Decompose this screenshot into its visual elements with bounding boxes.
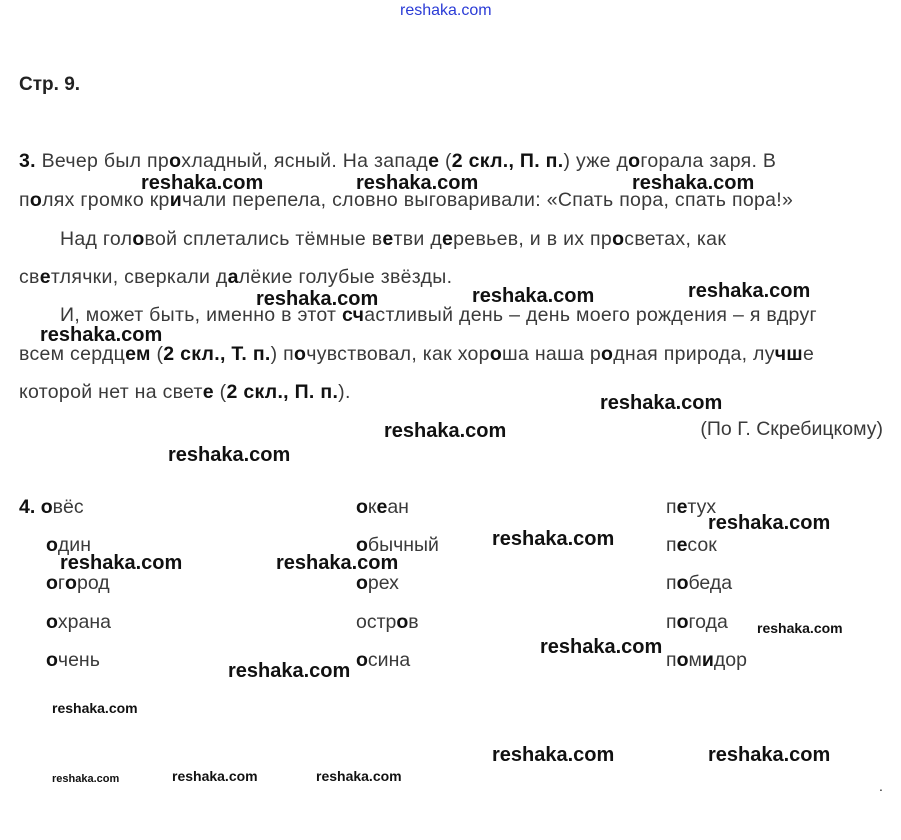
highlight-letter: е: [676, 534, 688, 556]
text: род: [76, 572, 110, 594]
ex4-item: [666, 611, 728, 634]
text: п: [666, 572, 677, 594]
page-dot: .: [879, 778, 883, 794]
text: горала заря. В: [640, 150, 777, 172]
ex4-number: 4.: [19, 496, 36, 518]
highlight-letter: о: [612, 228, 625, 250]
case-note: 2 скл., П. п.: [226, 381, 339, 403]
text: (: [213, 381, 227, 403]
page-number: Стр. 9.: [19, 74, 81, 95]
text: е: [802, 343, 815, 365]
watermark: reshaka.com: [632, 172, 755, 194]
watermark: reshaka.com: [172, 768, 258, 784]
highlight-letter: о: [396, 611, 409, 633]
highlight-letter: о: [294, 343, 307, 365]
text: чувствовал, как хор: [306, 343, 490, 365]
text: храна: [57, 611, 111, 633]
text: сина: [367, 649, 411, 671]
watermark: reshaka.com: [40, 324, 163, 346]
watermark: reshaka.com: [356, 172, 479, 194]
text: ша наша р: [502, 343, 602, 365]
highlight-letter: а: [227, 266, 239, 288]
watermark: reshaka.com: [600, 392, 723, 414]
text: дин: [57, 534, 91, 556]
watermark: reshaka.com: [757, 620, 843, 636]
author-credit: (По Г. Скребицкому): [700, 418, 883, 440]
text: лёкие голубые звёзды.: [238, 266, 453, 288]
ex3-line-4: [19, 266, 452, 289]
text: (: [150, 343, 164, 365]
text: тух: [687, 496, 717, 518]
highlight-letter: сч: [342, 304, 365, 326]
text: рех: [367, 572, 399, 594]
ex3-line-7: [19, 381, 351, 404]
watermark: reshaka.com: [52, 700, 138, 716]
text: лях громко кр: [42, 189, 170, 211]
watermark: reshaka.com: [708, 512, 831, 534]
text: ) уже д: [563, 150, 629, 172]
highlight-letter: и: [701, 649, 714, 671]
text: к: [367, 496, 377, 518]
watermark: reshaka.com: [384, 420, 507, 442]
text: п: [666, 496, 677, 518]
highlight-letter: е: [39, 266, 51, 288]
ex4-item: [356, 611, 419, 634]
text: астливый день – день моего рождения – я вдруг: [364, 304, 817, 326]
text: ревьев, и в их пр: [453, 228, 613, 250]
text: тлячки, сверкали д: [50, 266, 228, 288]
text: св: [19, 266, 40, 288]
highlight-letter: о: [46, 572, 58, 594]
text: ).: [338, 381, 351, 403]
text: бычный: [367, 534, 439, 556]
highlight-letter: о: [628, 150, 641, 172]
highlight-letter: о: [40, 496, 53, 518]
ex4-item: [666, 534, 717, 557]
highlight-letter: ем: [125, 343, 151, 365]
highlight-letter: е: [202, 381, 214, 403]
text: светах, как: [624, 228, 727, 250]
highlight-letter: о: [132, 228, 145, 250]
text: чень: [57, 649, 100, 671]
text: Вечер был пр: [41, 150, 170, 172]
ex4-item: [19, 496, 84, 519]
text: п: [19, 189, 30, 211]
text: дная природа, лу: [613, 343, 775, 365]
text: И, может быть, именно в этот: [60, 304, 343, 326]
highlight-letter: о: [46, 534, 58, 556]
highlight-letter: о: [356, 496, 368, 518]
ex4-item: [666, 572, 732, 595]
text: остр: [356, 611, 397, 633]
text: в: [408, 611, 419, 633]
highlight-letter: о: [676, 649, 689, 671]
highlight-letter: о: [356, 649, 368, 671]
text: (: [439, 150, 452, 172]
top-watermark: reshaka.com: [400, 2, 492, 19]
watermark: reshaka.com: [316, 768, 402, 784]
text: сок: [687, 534, 717, 556]
text: беда: [688, 572, 733, 594]
highlight-letter: о: [46, 611, 58, 633]
highlight-letter: е: [382, 228, 394, 250]
text: которой нет на свет: [19, 381, 203, 403]
watermark: reshaka.com: [492, 528, 615, 550]
watermark: reshaka.com: [276, 552, 399, 574]
highlight-letter: о: [169, 150, 182, 172]
ex4-item: [356, 496, 409, 519]
text: п: [666, 534, 677, 556]
watermark: reshaka.com: [60, 552, 183, 574]
text: ) п: [270, 343, 295, 365]
ex4-item: [46, 611, 111, 634]
watermark: reshaka.com: [708, 744, 831, 766]
highlight-letter: о: [29, 189, 43, 211]
text: всем сердц: [19, 343, 126, 365]
text: вой сплетались тёмные в: [144, 228, 383, 250]
text: м: [688, 649, 702, 671]
ex4-item: [356, 649, 410, 672]
highlight-letter: о: [356, 572, 368, 594]
text: дор: [713, 649, 747, 671]
highlight-letter: о: [489, 343, 503, 365]
ex4-item: [356, 572, 399, 595]
highlight-letter: о: [46, 649, 58, 671]
watermark: reshaka.com: [472, 285, 595, 307]
text: тви д: [393, 228, 442, 250]
highlight-letter: о: [601, 343, 614, 365]
ex3-line-5: [60, 304, 817, 327]
highlight-letter: е: [676, 496, 688, 518]
text: года: [688, 611, 728, 633]
watermark: reshaka.com: [256, 288, 379, 310]
watermark: reshaka.com: [228, 660, 351, 682]
text: Над гол: [60, 228, 133, 250]
watermark: reshaka.com: [688, 280, 811, 302]
ex3-line-1: [19, 150, 776, 173]
watermark: reshaka.com: [168, 444, 291, 466]
ex4-item: [666, 649, 747, 672]
text: г: [57, 572, 66, 594]
watermark: reshaka.com: [52, 773, 120, 785]
highlight-letter: е: [376, 496, 388, 518]
text: п: [666, 649, 677, 671]
text: ан: [387, 496, 409, 518]
case-note: 2 скл., П. п.: [451, 150, 564, 172]
highlight-letter: е: [428, 150, 440, 172]
text: вёс: [52, 496, 84, 518]
text: чали перепела, словно выговаривали: «Спать пора, спать пора!»: [181, 189, 794, 211]
highlight-letter: о: [676, 572, 689, 594]
ex3-line-3: [60, 228, 726, 251]
highlight-letter: о: [65, 572, 77, 594]
watermark: reshaka.com: [141, 172, 264, 194]
text: п: [666, 611, 677, 633]
ex3-number: 3.: [19, 150, 36, 172]
ex4-item: [46, 572, 110, 595]
highlight-letter: е: [442, 228, 454, 250]
watermark: reshaka.com: [492, 744, 615, 766]
ex4-item: [46, 649, 100, 672]
watermark: reshaka.com: [540, 636, 663, 658]
highlight-letter: о: [356, 534, 368, 556]
text: хладный, ясный. На запад: [181, 150, 429, 172]
highlight-letter: о: [676, 611, 689, 633]
highlight-letter: чш: [774, 343, 803, 365]
highlight-letter: и: [169, 189, 182, 211]
case-note: 2 скл., Т. п.: [163, 343, 271, 365]
